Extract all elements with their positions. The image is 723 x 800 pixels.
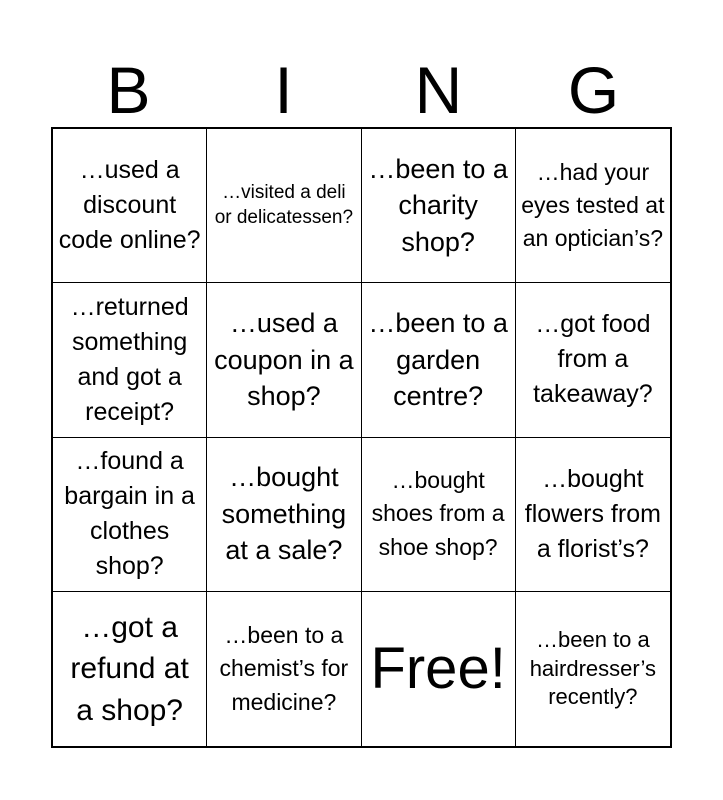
cell-text: …returned something and got a receipt? [70,292,189,426]
bingo-cell[interactable] [207,438,361,592]
bingo-cell[interactable] [516,129,670,283]
bingo-cell[interactable] [362,438,516,592]
bingo-cell[interactable] [53,438,207,592]
cell-text: …been to a chemist’s for medicine? [219,621,349,715]
cell-text: …used a coupon in a shop? [214,308,354,412]
cell-text: …used a discount code online? [58,156,201,255]
bingo-cell[interactable] [516,283,670,437]
header-letter-i: I [274,53,293,127]
header-letter-g: G [567,53,620,127]
cell-text: …bought something at a sale? [221,462,347,566]
header-letter-b: B [106,53,151,127]
cell-text: …bought flowers from a florist’s? [524,464,661,563]
bingo-cell[interactable] [53,592,207,746]
cell-text: …bought shoes from a shoe shop? [371,467,505,560]
header-letter-n: N [414,53,463,127]
cell-text: …visited a deli or delicatessen? [214,182,354,228]
bingo-cell[interactable] [53,129,207,283]
bingo-cell[interactable] [362,129,516,283]
cell-text: …had your eyes tested at an optician’s? [521,158,665,252]
free-cell[interactable] [362,592,516,746]
cell-text: …been to a hairdresser’s recently? [529,626,657,710]
cell-text: …been to a charity shop? [368,153,508,257]
bingo-cell[interactable] [516,592,670,746]
bingo-cell[interactable] [207,283,361,437]
cell-text: …been to a garden centre? [368,308,508,412]
bingo-cell[interactable] [362,283,516,437]
bingo-cell[interactable] [207,129,361,283]
bingo-cell[interactable] [516,438,670,592]
free-cell-text: Free! [370,635,506,701]
cell-text: …got food from a takeaway? [533,310,653,409]
cell-text: …found a bargain in a clothes shop? [64,447,195,581]
bingo-board [51,127,672,748]
bingo-cell[interactable] [53,283,207,437]
cell-text: …got a refund at a shop? [70,610,189,727]
bingo-cell[interactable] [207,592,361,746]
bingo-header [51,52,671,128]
